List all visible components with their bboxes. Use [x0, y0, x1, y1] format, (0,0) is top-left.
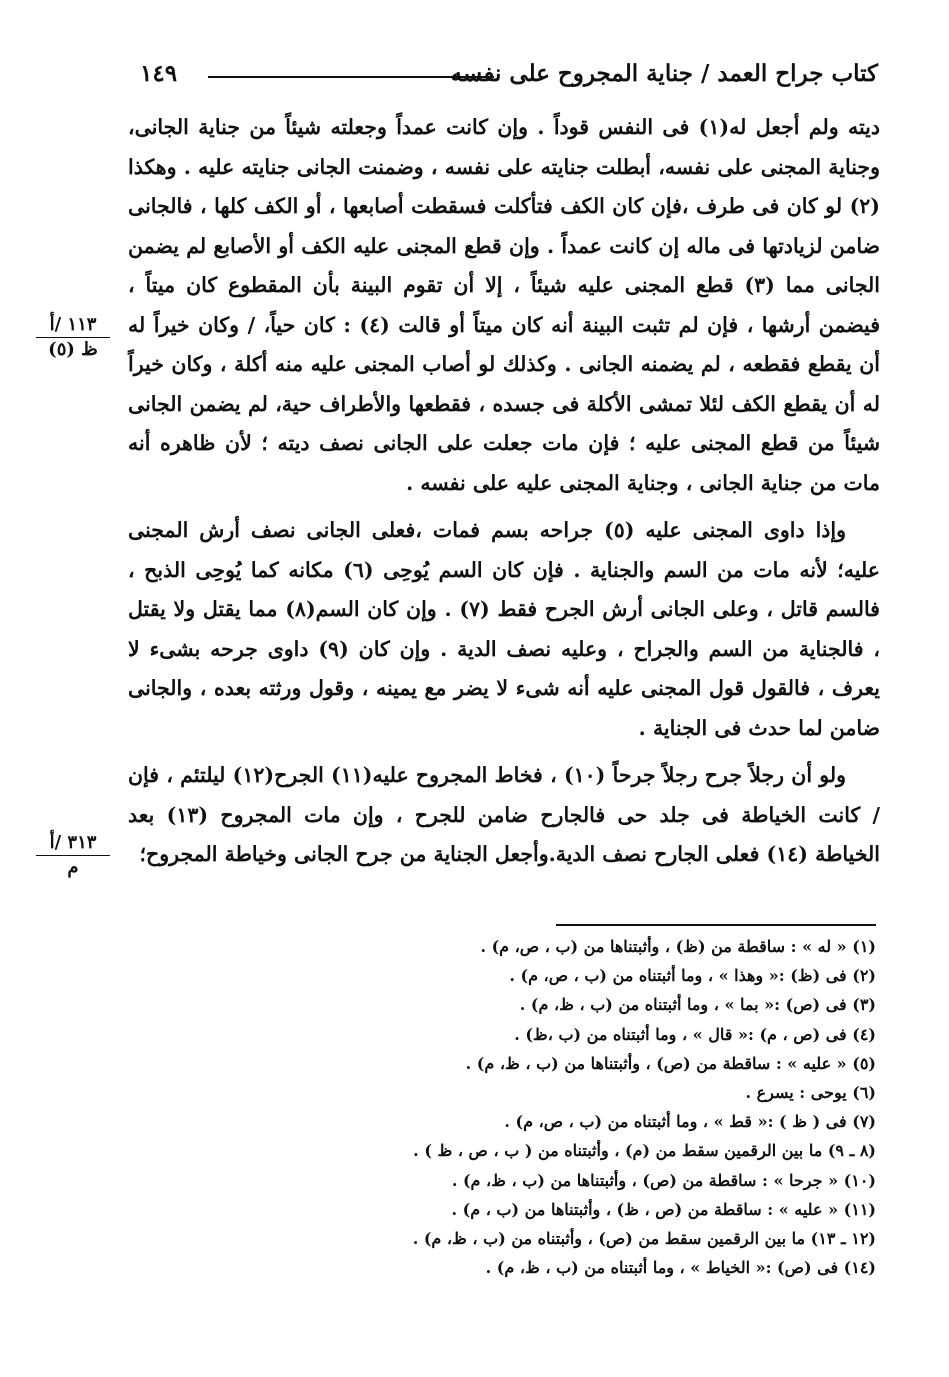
footnote: (١٤) فى (ص) :« الخياط » ، وما أثبتناه من (ب ، ظ، م) .	[485, 1258, 876, 1278]
margin-reference-2	[36, 832, 110, 879]
footnote: (١١) « عليه » : ساقطة من (ص ، ظ) ، وأثبتناها من (ب ، م) .	[451, 1199, 876, 1219]
paragraph-3: ولو أن رجلاً جرح رجلاً جرحاً (١٠) ، فخاط المجروح عليه(١١) الجرح(١٢) ليلتئم ، فإن / كانت الخياطة فى جلد حى فالجارح ضامن للجرح ، وإن مات المجروح (١٣) بعد الخياطة (١٤) فعلى الجارح نصف الدية.وأجعل الجناية من جرح الجانى وخياطة المجروح؛	[128, 763, 880, 866]
footnote: (١٠) « جرحا » : ساقطة من (ص) ، وأثبتناها من (ب ، ظ، م) .	[451, 1170, 876, 1190]
margin-reference-1	[36, 314, 110, 361]
margin-reference-folio: ٣١٣ /أ	[36, 832, 110, 856]
footnotes	[300, 932, 876, 1282]
footnote: (٧) فى ( ظ ) :« قط » ، وما أثبتناه من (ب ، ص، م) .	[504, 1112, 876, 1132]
margin-reference-manuscript: م	[67, 857, 79, 878]
footnote-separator	[556, 924, 876, 926]
footnote: (٦) يوحى : يسرع .	[745, 1083, 876, 1103]
header-rule	[208, 76, 494, 78]
footnote: (١) « له » : ساقطة من (ظ) ، وأثبتناها من (ب ، ص، م) .	[480, 937, 876, 956]
running-title: كتاب جراح العمد / جناية المجروح على نفسه	[450, 60, 878, 87]
running-header	[140, 56, 878, 92]
footnote: (٨ ـ ٩) ما بين الرقمين سقط من (م) ، وأثبتناه من ( ب ، ص ، ظ ) .	[413, 1141, 876, 1161]
page-number: ١٤٩	[140, 60, 178, 87]
main-text	[128, 108, 880, 883]
paragraph-2: وإذا داوى المجنى عليه (٥) جراحه بسم فمات ،فعلى الجانى نصف أرش المجنى عليه؛ لأنه مات من السم والجناية . فإن كان السم يُوحِى (٦) مكانه كما يُوحِى الذبح ، فالسم قاتل ، وعلى الجانى أرش الجرح فقط (٧) . وإن كان السم(٨) مما يقتل ولا يقتل ، فالجناية من السم والجراح ، وعليه نصف الدية . وإن كان (٩) داوى جرحه بشىء لا يعرف ، فالقول قول المجنى عليه أنه شىء لا يضر مع يمينه ، وقول ورثته بعده ، والجانى ضامن لما حدث فى الجناية .	[128, 518, 881, 740]
footnote: (١٢ ـ ١٣) ما بين الرقمين سقط من (ص) ، وأثبتناه من (ب ، ظ، م) .	[412, 1229, 876, 1249]
margin-reference-folio: ١١٣ /أ	[36, 314, 110, 338]
margin-reference-manuscript: ظ (٥)	[48, 339, 98, 360]
paragraph-1: ديته ولم أجعل له(١) فى النفس قوداً . وإن كانت عمداً وجعلته شيئاً من جناية الجانى، وجناية المجنى على نفسه، أبطلت جنايته على نفسه ، وضمنت الجانى جنايته عليه . وهكذا (٢) لو كان فى طرف ،فإن كان الكف فتأكلت فسقطت أصابعها ، أو الكف كلها ، فالجانى ضامن لزيادتها فى ماله إن كانت عمداً . وإن قطع المجنى عليه الكف أو الأصابع لم يضمن الجانى مما (٣) قطع المجنى عليه شيئاً ، إلا أن تقوم البينة بأن المقطوع كان ميتاً ، فيضمن أرشها ، فإن لم تثبت البينة أنه كان ميتاً أو قالت (٤) : كان حياً، / وكان خيراً له أن يقطع فقطعه ، لم يضمنه الجانى . وكذلك لو أصاب المجنى عليه منه أكلة ، وكان خيراً له أن يقطع الكف لئلا تمشى الأكلة فى جسده ، فقطعها والأطراف حية، لم يضمن الجانى شيئاً من قطع المجنى عليه ؛ فإن مات جعلت على الجانى نصف ديته ؛ لأن ظاهره أنه مات من جناية الجانى ، وجناية المجنى عليه على نفسه .	[128, 115, 881, 495]
footnote: (٣) فى (ص) :« بما » ، وما أثبتناه من (ب ، ظ، م) .	[519, 995, 876, 1015]
footnote: (٥) « عليه » : ساقطة من (ص) ، وأثبتناها من (ب ، ظ، م) .	[465, 1053, 876, 1073]
footnote: (٢) فى (ظ) :« وهذا » ، وما أثبتناه من (ب ، ص، م) .	[509, 966, 876, 986]
footnote: (٤) فى (ص ، م) :« قال » ، وما أثبتناه من (ب ،ظ) .	[514, 1024, 876, 1044]
